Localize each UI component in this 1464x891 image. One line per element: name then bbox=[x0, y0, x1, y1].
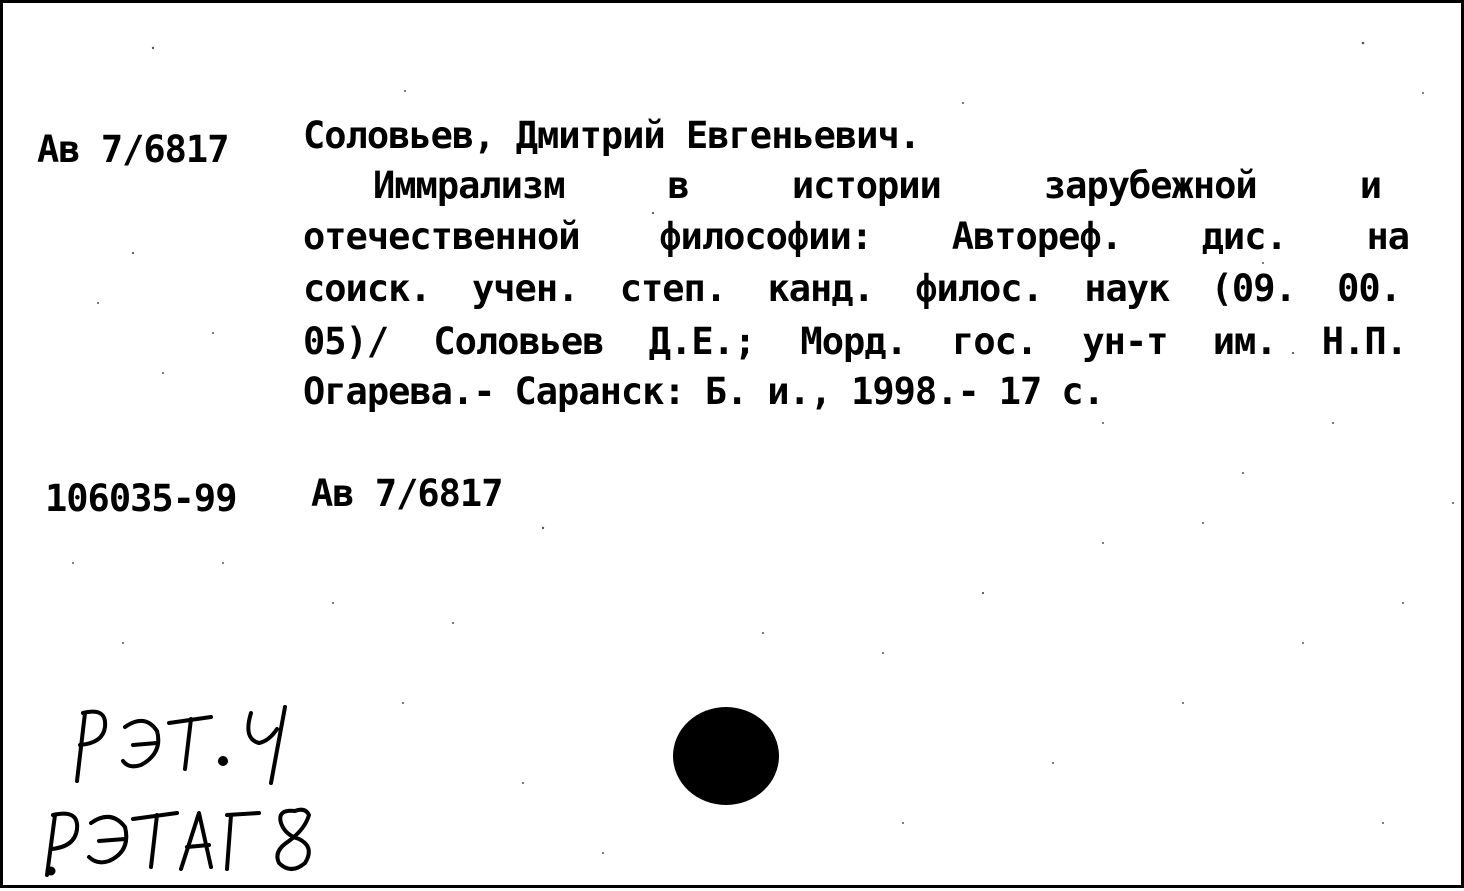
description-word: 05)/ bbox=[303, 320, 389, 363]
description-word: 1998.- bbox=[851, 370, 979, 413]
description-word: ун-т bbox=[1082, 320, 1168, 363]
description-word: зарубежной bbox=[1043, 164, 1257, 207]
inventory-call-number: Ав 7/6817 bbox=[311, 472, 503, 515]
description-word: наук bbox=[1084, 267, 1170, 310]
description-word: дис. bbox=[1201, 215, 1287, 258]
description-word: 17 bbox=[998, 370, 1042, 413]
description-word: Соловьев bbox=[433, 320, 604, 363]
description-word: с. bbox=[1061, 370, 1104, 413]
description-word: Н.П. bbox=[1321, 320, 1407, 363]
description-word: гос. bbox=[952, 320, 1038, 363]
description-word: отечественной bbox=[303, 215, 580, 258]
inventory-number: 106035-99 bbox=[45, 477, 237, 520]
description-line-4 bbox=[303, 320, 1407, 363]
handwritten-note-1 bbox=[63, 693, 303, 788]
description-word: в bbox=[667, 164, 689, 207]
author-heading: Соловьев, Дмитрий Евгеньевич. bbox=[303, 114, 921, 157]
description-word: на bbox=[1366, 215, 1409, 258]
description-word: канд. bbox=[767, 267, 874, 310]
description-word: и bbox=[1359, 164, 1381, 207]
description-word: философии: bbox=[659, 215, 873, 258]
description-word: (09. bbox=[1210, 267, 1296, 310]
description-word: истории bbox=[791, 164, 941, 207]
description-line-5 bbox=[303, 370, 1223, 413]
call-number: Ав 7/6817 bbox=[37, 128, 229, 171]
description-word: степ. bbox=[619, 267, 727, 310]
punch-hole bbox=[673, 707, 779, 805]
description-word: 00. bbox=[1337, 267, 1401, 310]
description-line-1 bbox=[373, 164, 1381, 207]
description-word: им. bbox=[1212, 320, 1277, 363]
description-word: и., bbox=[767, 370, 832, 413]
description-word: учен. bbox=[472, 267, 579, 310]
description-word: филос. bbox=[915, 267, 1043, 310]
description-word: Саранск: bbox=[514, 370, 685, 413]
description-word: Морд. bbox=[800, 320, 907, 363]
description-word: Б. bbox=[704, 370, 748, 413]
description-word: Огарева.- bbox=[303, 370, 495, 413]
handwritten-note-2 bbox=[33, 793, 333, 888]
description-line-2 bbox=[303, 215, 1409, 258]
description-line-3 bbox=[303, 267, 1401, 310]
description-word: Автореф. bbox=[951, 215, 1122, 258]
description-word: соиск. bbox=[303, 267, 431, 310]
description-word: Иммрализм bbox=[373, 164, 565, 207]
description-word: Д.Е.; bbox=[648, 320, 756, 363]
